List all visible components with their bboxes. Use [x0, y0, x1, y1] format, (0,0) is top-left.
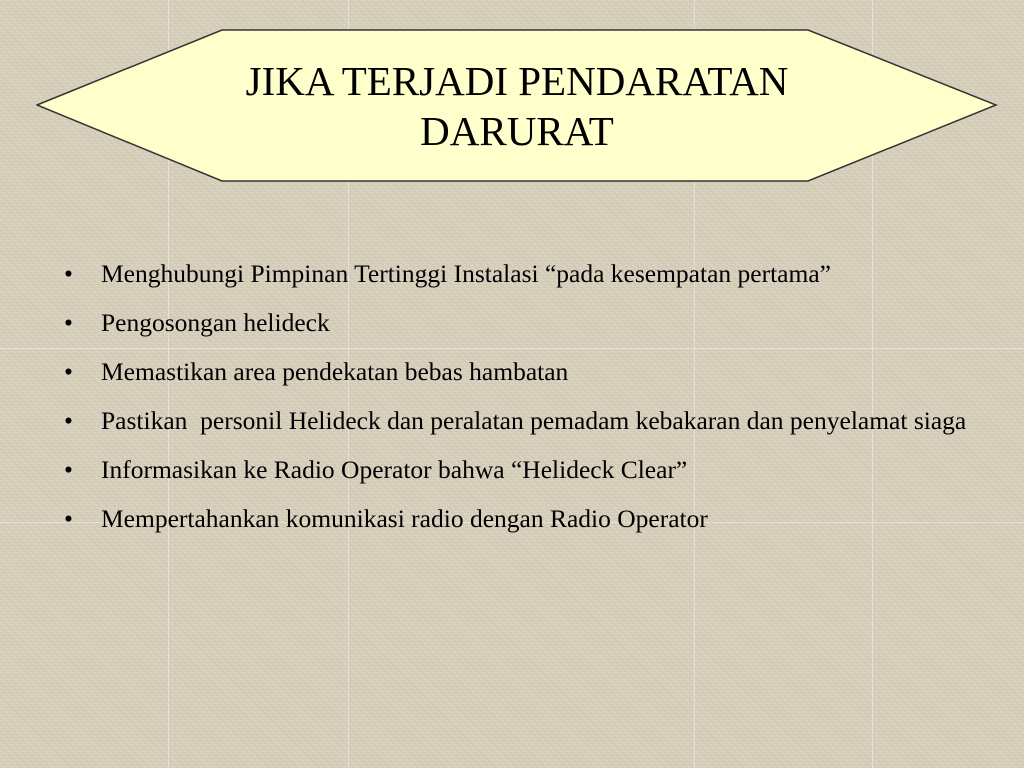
bullet-icon: • — [64, 308, 73, 337]
list-item-text: Mempertahankan komunikasi radio dengan Radio Operator — [101, 504, 708, 533]
slide-title-line-2: DARURAT — [420, 108, 614, 154]
bullet-icon: • — [64, 504, 73, 533]
bullet-icon: • — [64, 455, 73, 484]
slide-title-line-1: JIKA TERJADI PENDARATAN — [245, 58, 789, 104]
list-item-text: Informasikan ke Radio Operator bahwa “Helideck Clear” — [101, 455, 688, 484]
bullet-icon: • — [64, 259, 73, 288]
list-item-text: Pengosongan helideck — [101, 308, 330, 337]
list-item-text: Memastikan area pendekatan bebas hambatan — [101, 357, 569, 386]
list-item — [64, 451, 974, 489]
bullet-icon: • — [64, 406, 73, 435]
bullet-icon: • — [64, 357, 73, 386]
list-item — [64, 255, 974, 293]
list-item — [64, 353, 974, 391]
title-banner — [36, 29, 998, 182]
list-item-text: Pastikan personil Helideck dan peralatan pemadam kebakaran dan penyelamat siaga — [101, 406, 967, 435]
slide-title — [36, 56, 998, 156]
list-item-text: Menghubungi Pimpinan Tertinggi Instalasi “pada kesempatan pertama” — [101, 259, 831, 288]
list-item — [64, 500, 974, 538]
bullet-list — [64, 255, 974, 549]
list-item — [64, 402, 974, 440]
list-item — [64, 304, 974, 342]
